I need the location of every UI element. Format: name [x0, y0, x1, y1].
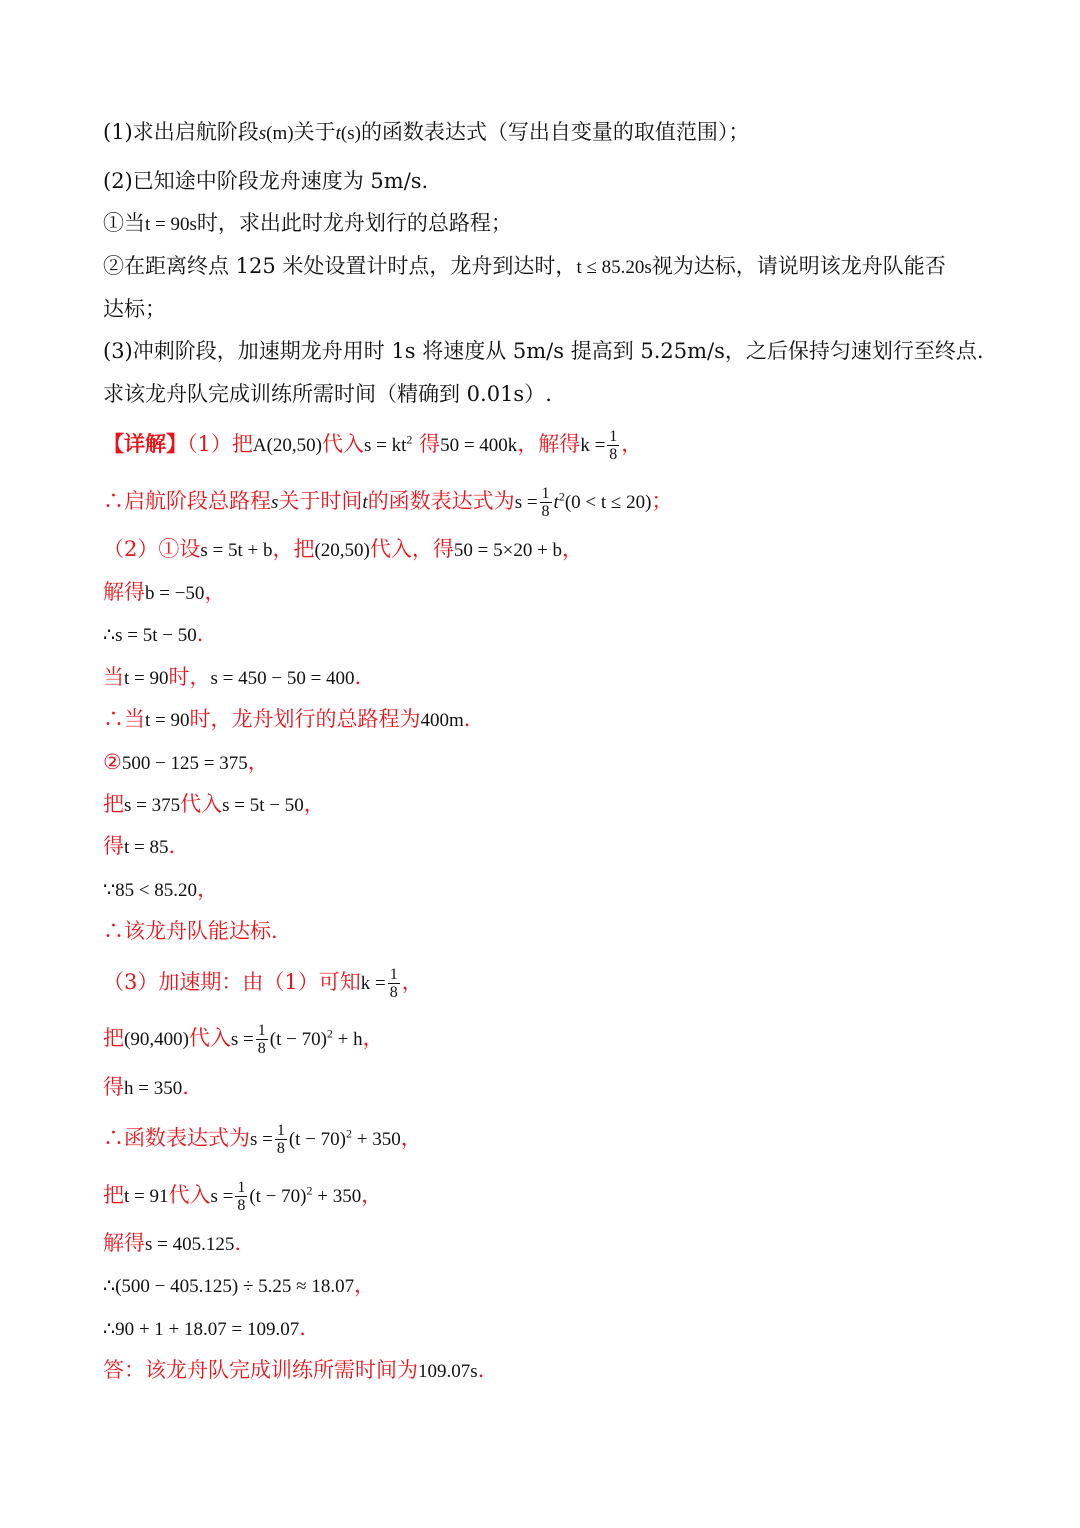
denominator: 8 — [389, 984, 398, 1001]
solution-line-6 — [103, 663, 1020, 693]
text: ， — [361, 1183, 383, 1207]
math: s = 5t − 50 — [115, 625, 197, 646]
text: 代入 — [180, 792, 223, 816]
math: t — [553, 492, 559, 513]
numerator: 1 — [237, 1179, 246, 1196]
solution-line-20 — [103, 1314, 1020, 1344]
denominator: 8 — [609, 446, 618, 463]
math: (t − 70) — [288, 1129, 347, 1150]
math: 50 = 400k — [440, 435, 518, 456]
text: 得 — [103, 1075, 124, 1099]
question-part-2b-cont: 达标； — [103, 297, 166, 321]
solution-line-14 — [103, 1022, 1020, 1057]
text: . — [463, 707, 471, 731]
fraction — [275, 1122, 287, 1157]
math: t = 90 — [124, 668, 169, 689]
text: 把 — [103, 792, 124, 816]
text: 时， — [168, 665, 211, 689]
text: ， — [562, 537, 584, 561]
text: （3）加速期：由（1）可知 — [103, 970, 361, 994]
solution-line-18 — [103, 1229, 1020, 1259]
question-part-2: (2)已知途中阶段龙舟速度为 5m/s. — [103, 169, 429, 193]
text: ， — [197, 877, 219, 901]
math: t — [335, 123, 341, 144]
text: ①当 — [103, 211, 145, 235]
question-part-3-cont: 求该龙舟队完成训练所需时间（精确到 0.01s）. — [103, 382, 552, 406]
math: 85 < 85.20 — [115, 880, 198, 901]
text: ②在距离终点 125 米处设置计时点，龙舟到达时， — [103, 254, 577, 278]
math: s = — [250, 1129, 273, 1150]
denominator: 8 — [257, 1040, 266, 1057]
fraction — [388, 966, 400, 1001]
text: 关于时间 — [278, 489, 363, 513]
math: s = 450 − 50 = 400 — [210, 668, 355, 689]
text: ， — [247, 750, 269, 774]
math: s = 5t + b — [200, 540, 273, 561]
text: ， — [303, 792, 325, 816]
text: ， — [204, 580, 226, 604]
solution-line-17 — [103, 1179, 1020, 1214]
math: (m) — [266, 123, 294, 144]
text: ， — [401, 970, 423, 994]
math: ∴ — [103, 1276, 116, 1297]
math: 109.07s — [418, 1361, 478, 1382]
text: . — [299, 1316, 306, 1340]
solution-line-15 — [103, 1073, 1020, 1103]
math: s = kt — [364, 435, 407, 456]
text: . — [196, 622, 204, 646]
text: 代入 — [322, 432, 365, 456]
math: 90 + 1 + 18.07 = 109.07 — [115, 1319, 300, 1340]
text: 视为达标，请说明该龙舟队能否 — [651, 254, 946, 278]
solution-line-16 — [103, 1122, 1020, 1157]
numerator: 1 — [257, 1022, 266, 1039]
numerator: 1 — [541, 485, 550, 502]
denominator: 8 — [541, 503, 550, 520]
fraction — [540, 485, 552, 520]
text: 时，求出此时龙舟划行的总路程； — [196, 211, 512, 235]
text: ， — [400, 1126, 422, 1150]
math: 2 — [326, 1026, 333, 1041]
math: (0 < t ≤ 20) — [564, 492, 652, 513]
math: 2 — [346, 1126, 353, 1141]
math: (20,50) — [314, 540, 370, 561]
math: (t − 70) — [269, 1029, 327, 1050]
text: 得 — [412, 432, 441, 456]
solution-line-19 — [103, 1271, 1020, 1301]
math: 50 = 5×20 + b — [453, 540, 563, 561]
text: 把 — [103, 1026, 124, 1050]
math: + 350 — [352, 1129, 401, 1150]
math: t = 85 — [124, 837, 169, 858]
solution-line-3 — [103, 535, 1020, 565]
text: ， — [621, 432, 643, 456]
solution-line-1 — [103, 428, 1020, 463]
solution-tag: 【详解】 — [103, 431, 187, 456]
text: ∴当 — [103, 707, 145, 731]
solution-line-4 — [103, 578, 1020, 608]
numerator: 1 — [389, 966, 398, 983]
math: (s) — [340, 123, 361, 144]
text: 当 — [103, 665, 124, 689]
text: 关于 — [293, 120, 336, 144]
text: ，解得 — [517, 432, 581, 456]
math: + 350 — [312, 1186, 362, 1207]
math: t = 91 — [124, 1186, 169, 1207]
math: s = — [514, 492, 538, 513]
solution-answer — [103, 1356, 1020, 1386]
text: . — [477, 1358, 485, 1382]
text: . — [168, 834, 176, 858]
math: 2 — [406, 432, 413, 447]
solution-line-2 — [103, 485, 1020, 520]
solution-line-5 — [103, 620, 1020, 650]
solution-line-9 — [103, 790, 1020, 820]
math: A(20,50) — [252, 435, 323, 456]
solution-line-7 — [103, 705, 1020, 735]
math: + h — [332, 1029, 363, 1050]
math: (t − 70) — [249, 1186, 307, 1207]
text: 解得 — [103, 580, 145, 604]
math: t ≤ 85.20s — [576, 257, 652, 278]
question-part-3: (3)冲刺阶段，加速期龙舟用时 1s 将速度从 5m/s 提高到 5.25m/s，之后保持匀速划行至终点. — [103, 339, 984, 363]
math: 400m — [420, 710, 464, 731]
text: ∴函数表达式为 — [103, 1126, 250, 1150]
math: s = 5t − 50 — [222, 795, 304, 816]
numerator: 1 — [276, 1122, 285, 1139]
solution-line-8 — [103, 748, 1020, 778]
text: . — [182, 1075, 189, 1099]
math: s = — [230, 1029, 254, 1050]
text: . — [234, 1231, 242, 1255]
math: s = 405.125 — [145, 1234, 235, 1255]
text: （2）①设 — [103, 537, 201, 561]
text: （1）把 — [187, 432, 253, 456]
text: 得 — [103, 834, 124, 858]
math: (90,400) — [124, 1029, 189, 1050]
math: 500 − 125 = 375 — [121, 753, 248, 774]
question-part-1 — [103, 118, 1020, 148]
text: 代入 — [188, 1026, 231, 1050]
denominator: 8 — [237, 1197, 246, 1214]
math: ∴ — [103, 625, 116, 646]
math: 2 — [558, 489, 565, 504]
solution-line-11 — [103, 875, 1020, 905]
math: ∵ — [103, 880, 116, 901]
math: s — [258, 123, 267, 144]
math: b = −50 — [145, 583, 205, 604]
denominator: 8 — [276, 1140, 285, 1157]
text: ， — [362, 1026, 384, 1050]
fraction — [607, 428, 619, 463]
question-part-2b — [103, 252, 1020, 282]
math: s — [271, 492, 279, 513]
math: s = — [210, 1186, 234, 1207]
math: ∴ — [103, 1319, 116, 1340]
text: 答：该龙舟队完成训练所需时间为 — [103, 1358, 418, 1382]
math: (500 − 405.125) ÷ 5.25 ≈ 18.07 — [115, 1276, 355, 1297]
math: k = — [360, 973, 386, 994]
math: 2 — [306, 1183, 313, 1198]
text: . — [354, 665, 362, 689]
text: ② — [103, 750, 122, 774]
text: 代入 — [168, 1183, 211, 1207]
math: s = 375 — [124, 795, 181, 816]
text: 解得 — [103, 1231, 145, 1255]
math: h = 350 — [124, 1078, 183, 1099]
text: ； — [651, 489, 673, 513]
math: t — [362, 492, 368, 513]
math: t = 90 — [145, 710, 190, 731]
text: ，把 — [272, 537, 315, 561]
text: 把 — [103, 1183, 124, 1207]
text: ， — [354, 1273, 376, 1297]
text: 时，龙舟划行的总路程为 — [189, 707, 421, 731]
math: t = 90s — [145, 214, 197, 235]
text: 的函数表达式为 — [367, 489, 515, 513]
math: k = — [580, 435, 606, 456]
text: 的函数表达式（写出自变量的取值范围）； — [360, 120, 750, 144]
text: ∴启航阶段总路程 — [103, 489, 271, 513]
numerator: 1 — [609, 428, 618, 445]
text: 代入，得 — [369, 537, 454, 561]
solution-line-12: ∴该龙舟队能达标. — [103, 919, 278, 943]
question-part-2a — [103, 209, 1020, 239]
text: (1)求出启航阶段 — [103, 120, 259, 144]
fraction — [256, 1022, 268, 1057]
fraction — [235, 1179, 247, 1214]
solution-line-13 — [103, 966, 1020, 1001]
solution-line-10 — [103, 832, 1020, 862]
